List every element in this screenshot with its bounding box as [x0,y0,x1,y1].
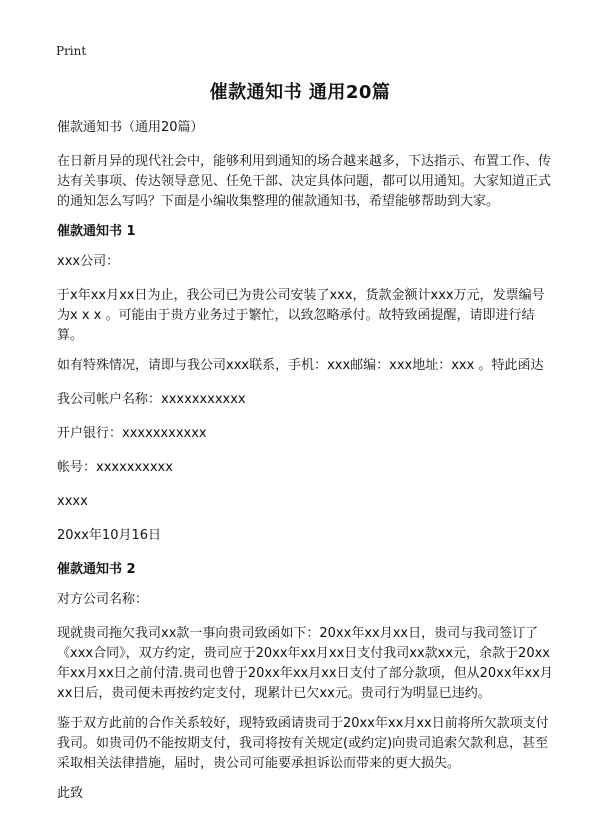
notice-1-date: 20xx年10月16日 [57,528,162,543]
print-label: Print [56,44,87,58]
notice-2-body-2: 鉴于双方此前的合作关系较好，现特致函请贵司于20xx年xx月xx日前将所欠款项支付我司。如贵司仍不能按期支付，我司将按有关规定(或约定)向贵司追索欠款利息，甚至采取相关法律措施，届时，贵公司可能要承担诉讼而带来的更大损失。 [57,716,549,771]
document-subtitle: 催款通知书（通用20篇） [57,120,204,135]
notice-2-body-1: 现就贵司拖欠我司xx款一事向贵司致函如下：20xx年xx月xx日，贵司与我司签订了《xxx合同》，双方约定，贵司应于20xx年xx月xx日支付我司xx款xx元，余款于20xx年xx月xx日之前付清.贵司也曾于20xx年xx月xx日支付了部分款项，但从20xx年xx月xx日后，贵司便未再按约定支付，现累计已欠xx元。贵司行为明显已违约。 [57,626,553,701]
notice-2-closing: 此致 [57,786,84,801]
notice-1-body-1: 于x年xx月xx日为止，我公司已为贵公司安装了xxx，货款金额计xxx万元，发票编号为x x x 。可能由于贵方业务过于繁忙，以致忽略承付。故特致函提醒，请即进行结算。 [57,288,545,343]
notice-1-account-name: 我公司帐户名称：xxxxxxxxxxx [57,392,246,407]
notice-1-heading: 催款通知书 1 [57,224,136,239]
notice-1-bank: 开户银行：xxxxxxxxxxx [57,426,207,441]
intro-paragraph: 在日新月异的现代社会中，能够利用到通知的场合越来越多，下达指示、布置工作、传达有关事项、传达领导意见、任免干部、决定具体问题，都可以用通知。大家知道正式的通知怎么写吗？下面是小编收集整理的催款通知书，希望能够帮助到大家。 [57,154,552,209]
notice-1-account-number: 帐号：xxxxxxxxxx [57,460,173,475]
notice-1-recipient: xxx公司： [57,254,120,269]
notice-2-recipient: 对方公司名称： [57,592,149,607]
document-body [57,118,557,818]
notice-1-signature: xxxx [57,494,88,509]
notice-2-heading: 催款通知书 2 [57,562,136,577]
page-title: 催款通知书 通用20篇 [209,82,391,103]
notice-1-body-2: 如有特殊情况，请即与我公司xxx联系，手机：xxx邮编：xxx地址：xxx 。特此函达 [57,358,544,373]
